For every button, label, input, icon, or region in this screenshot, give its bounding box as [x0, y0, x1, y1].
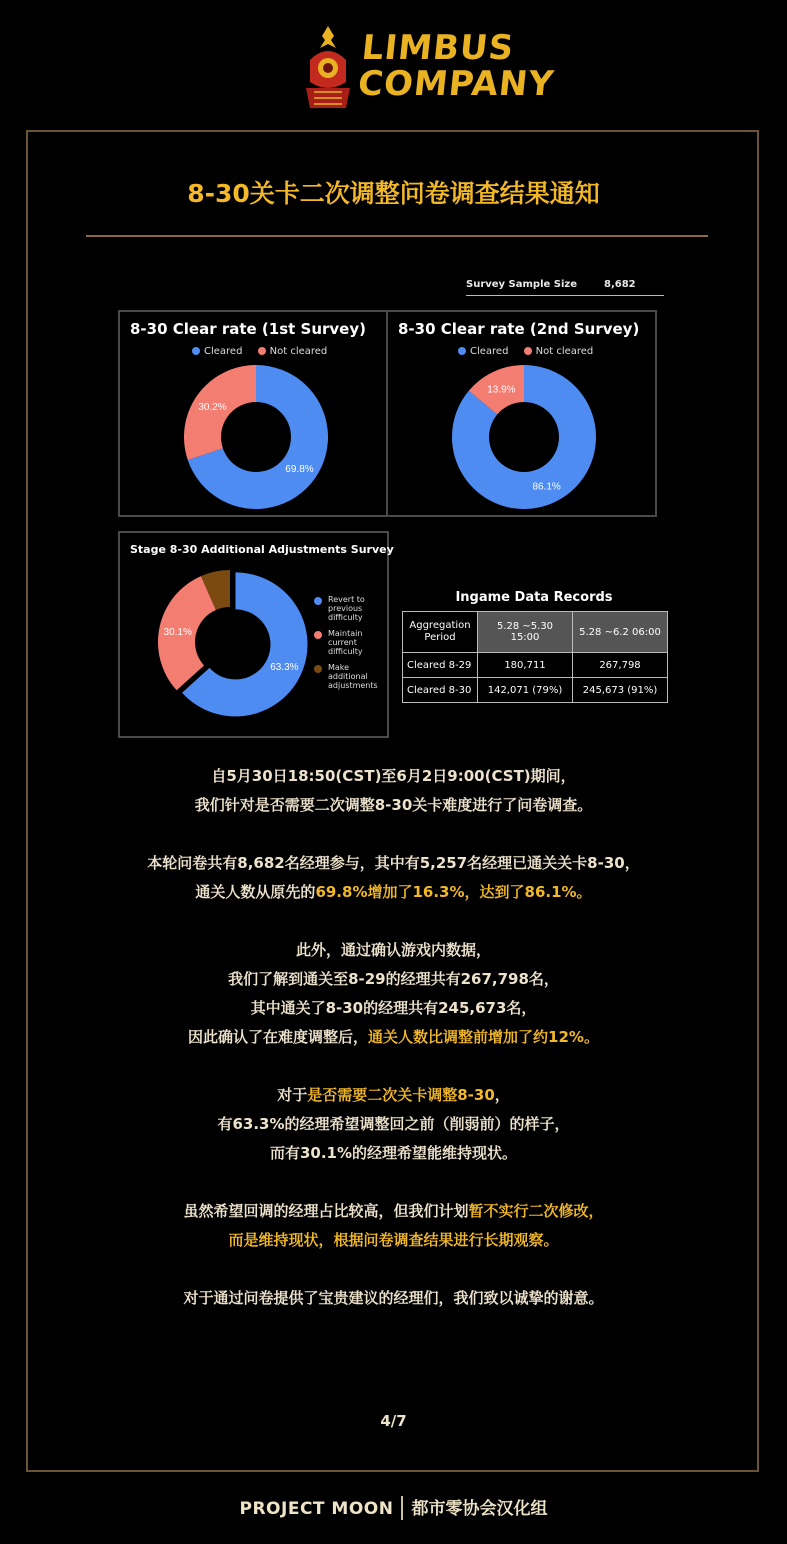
pie-data-label: 30.2%: [198, 401, 227, 413]
table-header-cell: 5.28 ~5.30 15:00: [478, 612, 573, 653]
pie-data-label: 30.1%: [163, 626, 192, 638]
legend-label: difficulty: [328, 647, 363, 656]
highlight-text: 是否需要二次关卡调整8-30: [307, 1086, 495, 1104]
legend-label: adjustments: [328, 681, 378, 690]
body-line-highlight: 而是维持现状，根据问卷调查结果进行长期观察。: [228, 1231, 559, 1249]
chart-title: 8-30 Clear rate (1st Survey): [130, 320, 366, 338]
chart-additional-adjustments: [118, 531, 394, 738]
pie-data-label: 69.8%: [285, 464, 314, 476]
chart-title: Stage 8-30 Additional Adjustments Survey: [130, 543, 394, 556]
table-cell: 142,071 (79%): [478, 678, 573, 703]
legend-dot-maintain-icon: [314, 631, 322, 639]
logo: [302, 22, 557, 112]
legend-label: Not cleared: [269, 346, 328, 357]
ingame-table-title: Ingame Data Records: [455, 590, 613, 605]
body-line: [0, 1081, 787, 1110]
footer-project-moon: PROJECT MOON: [239, 1499, 394, 1519]
pie-data-label: 63.3%: [270, 662, 299, 674]
body-line: 对于通过问卷提供了宝贵建议的经理们，我们致以诚挚的谢意。: [183, 1289, 604, 1307]
body-line: 有63.3%的经理希望调整回之前（削弱前）的样子，: [217, 1115, 570, 1133]
legend-label: Make: [328, 663, 350, 672]
footer: [0, 1494, 787, 1524]
pie-data-label: 13.9%: [487, 384, 516, 396]
title-divider: [86, 235, 708, 237]
footer-translation-group: 都市零协会汉化组: [411, 1499, 548, 1519]
table-cell: Cleared 8-30: [403, 678, 478, 703]
legend-dot-revert-icon: [314, 597, 322, 605]
legend-label: Revert to: [328, 595, 365, 604]
legend-label: previous: [328, 604, 363, 613]
table-cell: 180,711: [478, 653, 573, 678]
footer-divider: [401, 1496, 403, 1520]
survey-sample-label: Survey Sample Size: [466, 279, 578, 290]
body-text: 对于: [277, 1086, 308, 1104]
table-header-cell: 5.28 ~6.2 06:00: [573, 612, 668, 653]
body-line: 自5月30日18:50(CST)至6月2日9:00(CST)期间，: [211, 767, 576, 785]
body-text: ，: [494, 1086, 510, 1104]
body-line: [0, 1197, 787, 1226]
legend-label: additional: [328, 672, 368, 681]
pie-data-label: 86.1%: [532, 481, 561, 493]
announcement-body: [0, 762, 787, 1313]
body-text: 虽然希望回调的经理占比较高，但我们计划: [183, 1202, 469, 1220]
body-line: [0, 1023, 787, 1052]
body-line: 此外，通过确认游戏内数据，: [295, 941, 491, 959]
survey-sample-value: 8,682: [604, 279, 636, 290]
page-indicator: 4/7: [380, 1412, 407, 1430]
highlight-text: 暂不实行二次修改，: [468, 1202, 604, 1220]
body-line: 本轮问卷共有8,682名经理参与，其中有5,257名经理已通关关卡8-30，: [147, 854, 640, 872]
body-line: [0, 878, 787, 907]
legend-label: Cleared: [470, 346, 509, 357]
chart-title: 8-30 Clear rate (2nd Survey): [398, 320, 640, 338]
table-cell: 245,673 (91%): [573, 678, 668, 703]
donut-chart: [388, 312, 655, 515]
body-text: 通关人数从原先的: [195, 883, 316, 901]
body-line: 我们了解到通关至8-29的经理共有267,798名，: [228, 970, 559, 988]
logo-line-2: COMPANY: [356, 64, 557, 104]
body-text: 因此确认了在难度调整后，: [188, 1028, 369, 1046]
legend-dot-additional-icon: [314, 665, 322, 673]
header-line: Period: [424, 632, 456, 643]
legend-item-revert: [314, 595, 394, 622]
table-row: [403, 678, 668, 703]
chart-clear-rate-2nd: [386, 310, 657, 517]
header-line: Aggregation: [409, 620, 471, 631]
table-cell: 267,798: [573, 653, 668, 678]
highlight-text: 69.8%增加了16.3%，达到了86.1%。: [315, 883, 592, 901]
page-title: 8-30关卡二次调整问卷调查结果通知: [187, 179, 600, 208]
legend-label: Maintain: [328, 629, 363, 638]
table-cell: Cleared 8-29: [403, 653, 478, 678]
legend-label: difficulty: [328, 613, 363, 622]
logo-line-1: LIMBUS: [359, 28, 517, 68]
highlight-text: 通关人数比调整前增加了约12%。: [368, 1028, 599, 1046]
legend-label: current: [328, 638, 357, 647]
ingame-data-table: [402, 611, 668, 703]
legend-label: Cleared: [204, 346, 243, 357]
body-line: 而有30.1%的经理希望能维持现状。: [269, 1144, 518, 1162]
donut-chart: [120, 312, 386, 515]
table-row: [403, 653, 668, 678]
chart-legend: [314, 595, 394, 697]
legend-item-maintain: [314, 629, 394, 656]
chart-clear-rate-1st: [118, 310, 388, 517]
body-line: 其中通关了8-30的经理共有245,673名，: [250, 999, 537, 1017]
table-header-row: [403, 612, 668, 653]
body-line: 我们针对是否需要二次调整8-30关卡难度进行了问卷调查。: [194, 796, 593, 814]
logo-wordmark: [356, 30, 559, 102]
legend-item-additional: [314, 663, 394, 690]
legend-label: Not cleared: [535, 346, 594, 357]
table-header-cell: [403, 612, 478, 653]
company-emblem-icon: [302, 22, 354, 112]
survey-sample-size: [466, 279, 664, 296]
